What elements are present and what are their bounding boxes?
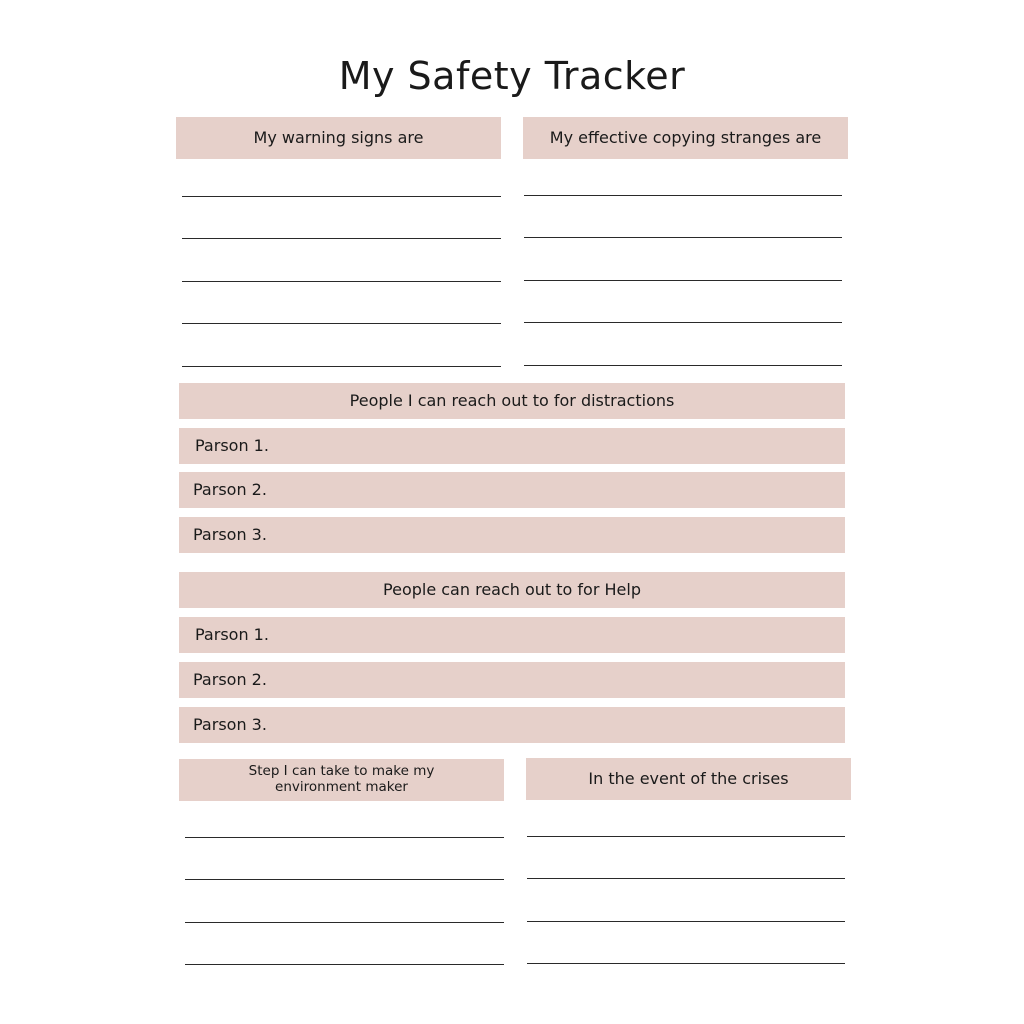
coping-strategies-header-label: My effective copying stranges are (549, 128, 822, 148)
coping-strategies-line-4[interactable] (524, 322, 842, 323)
environment-header (179, 759, 504, 801)
help-header (179, 572, 845, 608)
environment-line-4[interactable] (185, 964, 504, 965)
crises-header (526, 758, 851, 800)
help-person-2-label: Parson 2. (193, 670, 267, 690)
coping-strategies-line-1[interactable] (524, 195, 842, 196)
warning-signs-line-5[interactable] (182, 366, 501, 367)
help-person-1-label: Parson 1. (195, 625, 269, 645)
warning-signs-line-3[interactable] (182, 281, 501, 282)
warning-signs-header-label: My warning signs are (253, 128, 424, 148)
help-person-1[interactable] (179, 617, 845, 653)
warning-signs-line-1[interactable] (182, 196, 501, 197)
crises-header-label: In the event of the crises (588, 769, 789, 789)
help-person-3[interactable] (179, 707, 845, 743)
help-header-label: People can reach out to for Help (383, 580, 641, 600)
crises-line-1[interactable] (527, 836, 845, 837)
environment-line-1[interactable] (185, 837, 504, 838)
help-person-2[interactable] (179, 662, 845, 698)
distractions-header-label: People I can reach out to for distractions (349, 391, 675, 411)
coping-strategies-line-2[interactable] (524, 237, 842, 238)
distractions-person-3-label: Parson 3. (193, 525, 267, 545)
distractions-person-1[interactable] (179, 428, 845, 464)
distractions-person-3[interactable] (179, 517, 845, 553)
distractions-person-1-label: Parson 1. (195, 436, 269, 456)
help-person-3-label: Parson 3. (193, 715, 267, 735)
crises-line-3[interactable] (527, 921, 845, 922)
coping-strategies-header (523, 117, 848, 159)
warning-signs-line-4[interactable] (182, 323, 501, 324)
warning-signs-line-2[interactable] (182, 238, 501, 239)
coping-strategies-line-5[interactable] (524, 365, 842, 366)
distractions-header (179, 383, 845, 419)
environment-line-2[interactable] (185, 879, 504, 880)
warning-signs-header (176, 117, 501, 159)
environment-header-label: Step I can take to make my environment maker (248, 763, 435, 795)
crises-line-4[interactable] (527, 963, 845, 964)
crises-line-2[interactable] (527, 878, 845, 879)
coping-strategies-line-3[interactable] (524, 280, 842, 281)
page-title: My Safety Tracker (338, 54, 686, 98)
environment-line-3[interactable] (185, 922, 504, 923)
distractions-person-2-label: Parson 2. (193, 480, 267, 500)
distractions-person-2[interactable] (179, 472, 845, 508)
